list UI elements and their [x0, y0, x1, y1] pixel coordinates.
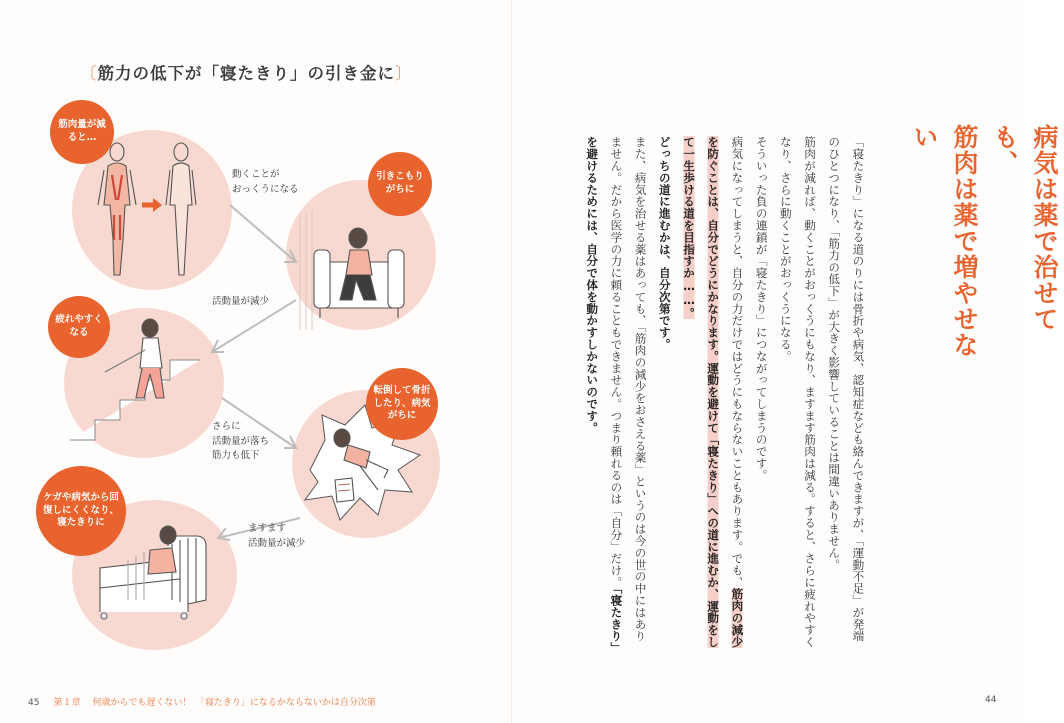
- diagram-title-text: 筋力の低下が「寝たきり」の引き金に: [97, 64, 395, 83]
- note-line: 活動量が減少: [248, 537, 306, 549]
- note-line: 動くことが: [232, 169, 280, 180]
- note-line: 活動量が落ち: [212, 435, 270, 447]
- note-activity-decrease: 活動量が減少: [212, 296, 270, 307]
- paragraph-2: 筋肉が減れば、動くことがおっくうにもなり、ますます筋肉は減る。すると、さらに疲れやすくなり、さらに動くことがおっくうになる。: [778, 136, 818, 648]
- badge-fall-fracture: 転倒して骨折したり、病気がちに: [366, 368, 438, 440]
- note-further-decrease: [212, 420, 269, 464]
- headline-line-2: 筋肉は薬で増やせない: [910, 124, 979, 358]
- title-bracket-open: 〔: [80, 64, 98, 83]
- title-bracket-close: 〕: [395, 64, 413, 83]
- paragraph-5: [653, 136, 677, 652]
- badge-staying-home: 引きこもりがちに: [368, 152, 432, 216]
- paragraph-4-text: 病気になってしまうと、自分の力だけではどうにもならないこともあります。でも、: [730, 136, 745, 589]
- badge-bedridden: ケガや病気から回復しにくくなり、寝たきりに: [36, 466, 126, 556]
- headline-line-1: 病気は薬で治せても、: [990, 124, 1059, 332]
- running-title: 何歳からでも遅くない！ 「寝たきり」になるかならないかは自分次第: [92, 698, 376, 708]
- figure-stairs: [70, 360, 200, 440]
- paragraph-6-emphasis: 「寝たきり」を避けるためには、自分で体を動かすしかないのです。: [585, 136, 624, 649]
- chapter-label: 第１章: [53, 698, 81, 708]
- flow-arrows: [212, 205, 300, 540]
- note-line: おっくうになる: [232, 183, 299, 195]
- figure-thin-body: [166, 143, 196, 275]
- paragraph-6-text: また、病気を治せる薬はあっても、「筋肉の減少をおさえる薬」というのは今の世の中にはありません。だから医学の力に頼ることもできません。つまり頼れるのは「自分」だけ。: [609, 136, 648, 642]
- paragraph-1: 「寝たきり」になる道のりには骨折や病気、認知症なども絡んできますが、「運動不足」が発端のひとつになり、「筋力の低下」が大きく影響していることは間違いありません。: [827, 136, 866, 642]
- note-line: ますます: [248, 523, 287, 534]
- article-headline: [904, 124, 1064, 374]
- paragraph-4: [677, 136, 750, 652]
- paragraph-4-emphasis: 筋肉の減少を防ぐことは、自分でどうにかなります。運動を避けて「寝たきり」への道に進むか、運動をして一生歩ける道を目指すか……。: [682, 136, 745, 648]
- note-line: 筋力も低下: [212, 450, 260, 462]
- badge-muscle-loss: 筋肉量が減ると…: [50, 100, 114, 164]
- paragraph-3: そういった負の連鎖が「寝たきり」につながってしまうのです。: [754, 136, 769, 482]
- note-even-more-decrease: [248, 522, 305, 551]
- article-body: [580, 136, 870, 652]
- figure-muscular-body: [98, 143, 136, 275]
- right-page-number: 44: [985, 695, 997, 705]
- paragraph-5-emphasis: どっちの道に進むかは、自分次第です。: [657, 136, 672, 351]
- left-footer: [28, 695, 376, 708]
- note-line: さらに: [212, 421, 241, 432]
- figure-person-tired: [105, 319, 164, 398]
- badge-fatigue: 疲れやすくなる: [48, 296, 110, 358]
- paragraph-6: [580, 136, 653, 652]
- figure-bed: [100, 536, 206, 619]
- note-reluctant-to-move: [232, 168, 299, 197]
- left-page-number: 45: [28, 698, 40, 708]
